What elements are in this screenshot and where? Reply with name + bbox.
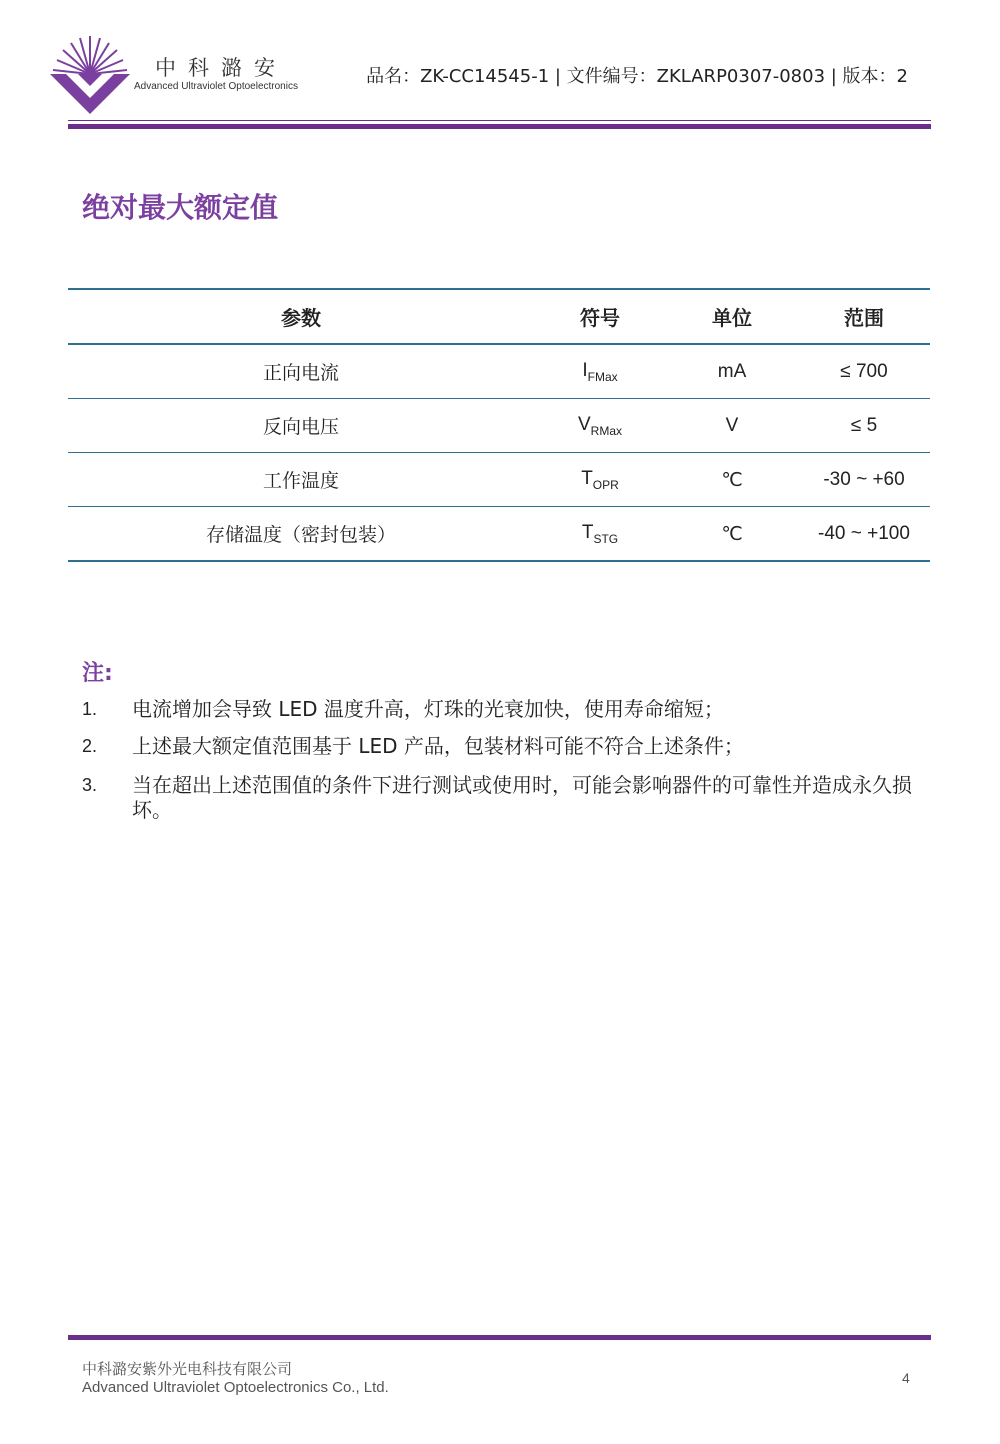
brand-name-cn: 中科潞安: [155, 56, 287, 80]
unit-cell: ℃: [666, 453, 798, 507]
param-cell: 正向电流: [68, 344, 534, 399]
symbol-cell: $T_{STG}$: [534, 507, 666, 562]
table-header-row: [68, 289, 930, 344]
header-symbol: 符号: [534, 289, 666, 344]
section-title: 绝对最大额定值: [82, 191, 279, 224]
symbol-cell: $V_{RMax}$: [534, 399, 666, 453]
absolute-max-ratings-table: [68, 288, 930, 562]
unit-cell: V: [666, 399, 798, 453]
header-divider-thin: [68, 120, 931, 121]
range-cell: -40 ~ +100: [798, 507, 930, 562]
unit-cell: ℃: [666, 507, 798, 562]
unit-cell: mA: [666, 344, 798, 399]
param-cell: 存储温度（密封包装）: [68, 507, 534, 562]
note-number: 1.: [82, 699, 98, 719]
table-row: [68, 344, 930, 399]
header-range: 范围: [798, 289, 930, 344]
page-number: 4: [902, 1370, 910, 1386]
document-meta: 品名：ZK-CC14545-1 | 文件编号：ZKLARP0307-0803 | 版本：2: [366, 66, 908, 87]
header-unit: 单位: [666, 289, 798, 344]
symbol-cell: $I_{FMax}$: [534, 344, 666, 399]
note-text: 上述最大额定值范围基于 LED 产品，包装材料可能不符合上述条件；: [132, 734, 744, 758]
table-row: [68, 453, 930, 507]
note-text: 电流增加会导致 LED 温度升高，灯珠的光衰加快，使用寿命缩短；: [132, 697, 724, 721]
header-param: 参数: [68, 289, 534, 344]
footer-company-cn: 中科潞安紫外光电科技有限公司: [82, 1360, 293, 1378]
note-text: 当在超出上述范围值的条件下进行测试或使用时，可能会影响器件的可靠性并造成永久损坏。: [132, 773, 912, 822]
note-number: 2.: [82, 736, 98, 756]
range-cell: ≤ 700: [798, 344, 930, 399]
brand-name-en: Advanced Ultraviolet Optoelectronics: [134, 81, 298, 92]
footer-divider: [68, 1335, 931, 1340]
range-cell: ≤ 5: [798, 399, 930, 453]
company-logo: [48, 34, 132, 116]
param-cell: 反向电压: [68, 399, 534, 453]
header-divider: [68, 124, 931, 129]
table-row: [68, 399, 930, 453]
table-row: [68, 507, 930, 562]
note-number: 3.: [82, 775, 98, 795]
range-cell: -30 ~ +60: [798, 453, 930, 507]
symbol-cell: $T_{OPR}$: [534, 453, 666, 507]
param-cell: 工作温度: [68, 453, 534, 507]
notes-title: 注:: [82, 661, 113, 686]
footer-company-en: Advanced Ultraviolet Optoelectronics Co., Ltd.: [82, 1379, 389, 1396]
